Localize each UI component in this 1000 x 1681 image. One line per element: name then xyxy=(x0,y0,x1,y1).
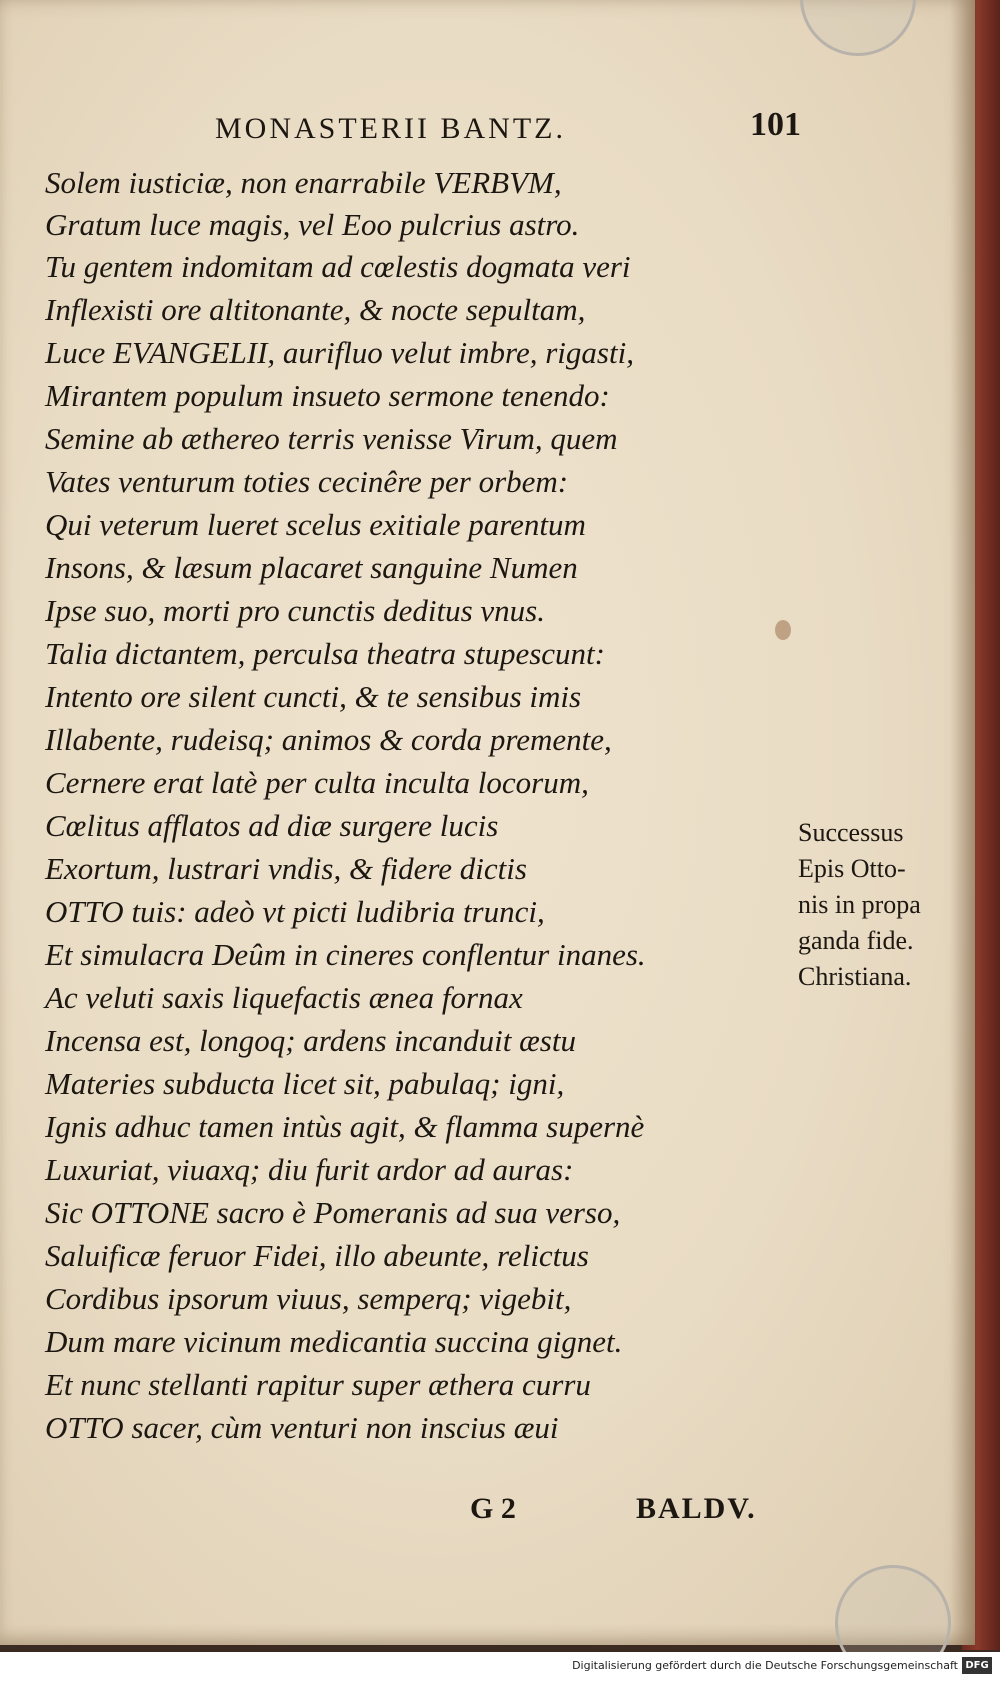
verse-line: Qui veterum lueret scelus exitiale parentum xyxy=(45,507,586,542)
margin-note-line: ganda fide. xyxy=(798,926,914,955)
margin-note-line: Epis Otto- xyxy=(798,854,906,883)
catchword: BALDV. xyxy=(636,1492,757,1525)
verse-line: Ignis adhuc tamen intùs agit, & flamma supernè xyxy=(45,1109,645,1144)
verse-line: Illabente, rudeisq; animos & corda premente, xyxy=(45,722,612,757)
verse-line: Tu gentem indomitam ad cœlestis dogmata veri xyxy=(45,249,631,284)
signature-mark: G 2 xyxy=(470,1492,516,1525)
verse-line: Gratum luce magis, vel Eoo pulcrius astro. xyxy=(45,207,580,242)
verse-line: Cordibus ipsorum viuus, semperq; vigebit, xyxy=(45,1281,572,1316)
verse-line: Incensa est, longoq; ardens incanduit æstu xyxy=(45,1023,576,1058)
verse-line: Exortum, lustrari vndis, & fidere dictis xyxy=(45,851,527,886)
verse-line: Solem iusticiæ, non enarrabile VERBVM, xyxy=(45,165,562,200)
verse-line: Vates venturum toties cecinêre per orbem: xyxy=(45,464,569,499)
margin-note-line: Successus xyxy=(798,818,904,847)
verse-line: Et simulacra Deûm in cineres conflentur inanes. xyxy=(45,937,646,972)
verse-line: Dum mare vicinum medicantia succina gignet. xyxy=(45,1324,623,1359)
verse-line: Semine ab æthereo terris venisse Virum, quem xyxy=(45,421,618,456)
verse-line: Cœlitus afflatos ad diæ surgere lucis xyxy=(45,808,499,843)
verse-line: Sic OTTONE sacro è Pomeranis ad sua verso, xyxy=(45,1195,621,1230)
verse-line: Intento ore silent cuncti, & te sensibus imis xyxy=(45,679,582,714)
margin-note-line: Christiana. xyxy=(798,962,912,991)
verse-line: Luce EVANGELII, aurifluo velut imbre, rigasti, xyxy=(45,335,634,370)
margin-note-line: nis in propa xyxy=(798,890,921,919)
verse-line: Ac veluti saxis liquefactis ænea fornax xyxy=(45,980,523,1015)
verse-line: Ipse suo, morti pro cunctis deditus vnus. xyxy=(45,593,545,628)
verse-line: OTTO tuis: adeò vt picti ludibria trunci, xyxy=(45,894,545,929)
verse-line: Mirantem populum insueto sermone tenendo: xyxy=(45,378,610,413)
verse-line: Materies subducta licet sit, pabulaq; igni, xyxy=(45,1066,565,1101)
verse-line: Et nunc stellanti rapitur super æthera curru xyxy=(45,1367,591,1402)
footer-credit: Digitalisierung gefördert durch die Deutsche Forschungsgemeinschaft xyxy=(572,1659,958,1672)
folio-number: 101 xyxy=(750,106,801,143)
verse-line: Inflexisti ore altitonante, & nocte sepultam, xyxy=(45,292,586,327)
dfg-logo-icon: DFG xyxy=(962,1657,992,1674)
verse-line: OTTO sacer, cùm venturi non inscius æui xyxy=(45,1410,559,1445)
verse-line: Saluificæ feruor Fidei, illo abeunte, relictus xyxy=(45,1238,589,1273)
show-through-text xyxy=(820,170,950,1440)
footer-bar xyxy=(0,1652,1000,1681)
verse-line: Talia dictantem, perculsa theatra stupescunt: xyxy=(45,636,605,671)
paper-stain xyxy=(775,620,791,640)
running-head: MONASTERII BANTZ. xyxy=(215,112,566,145)
verse-line: Cernere erat latè per culta inculta locorum, xyxy=(45,765,589,800)
margin-note xyxy=(798,815,958,995)
verse-line: Luxuriat, viuaxq; diu furit ardor ad auras: xyxy=(45,1152,574,1187)
verse-line: Insons, & læsum placaret sanguine Numen xyxy=(45,550,578,585)
